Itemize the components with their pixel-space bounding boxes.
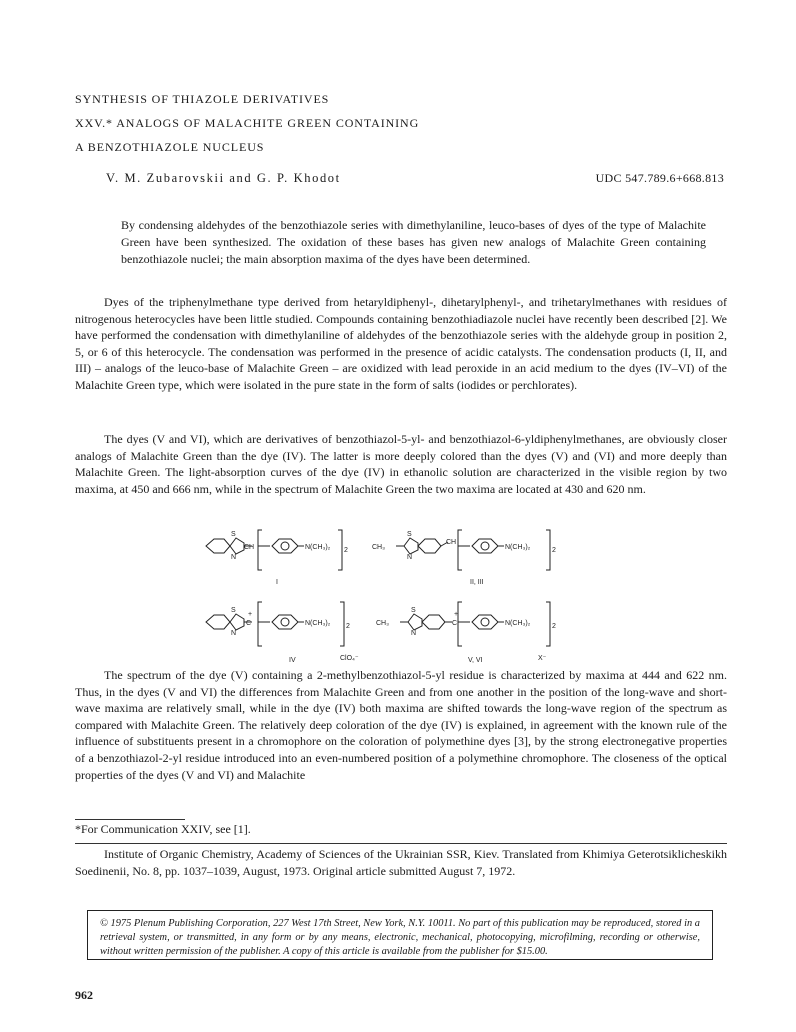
label-V-VI: V, VI	[468, 657, 483, 664]
subscript-II-III: 2	[552, 547, 556, 554]
group-NMe2-V-VI: N(CH₃)₂	[505, 620, 531, 627]
subscript-V-VI: 2	[552, 623, 556, 630]
copyright-box	[87, 910, 713, 960]
atom-N-I: N	[231, 554, 237, 561]
label-II-III: II, III	[470, 579, 484, 586]
affiliation: Institute of Organic Chemistry, Academy of Sciences of the Ukrainian SSR, Kiev. Translated from Khimiya Geterotsiklicheskikh Soedinenii, No. 8, pp. 1037–1039, August, 1973. Original article submitted August 7, 1972.	[75, 847, 727, 878]
body-paragraph-3: The spectrum of the dye (V) containing a 2-methylbenzothiazol-5-yl residue is characterized by maxima at 444 and 622 nm. Thus, in the dyes (V and VI) the differences from Malachite Green and from one another in the position of the long-wave and short-wave maxima are relatively small, while in the dye (IV) both maxima are shifted towards the long-wave region of the spectrum as compared with Malachite Green. The relatively deep coloration of the dye (IV) is explained, in agreement with the known rule of the influence of substituents present in a chromophore on the coloration of polymethine dyes [3], by the strong electronegative properties of a benzothiazol-2-yl residue introduced into an even-numbered position of a polymethine chromophore. The closeness of the optical properties of the dyes (V and VI) and Malachite	[75, 668, 727, 782]
udc-code: UDC 547.789.6+668.813	[595, 171, 724, 185]
atom-S-IV: S	[231, 607, 236, 614]
title-line-1: SYNTHESIS OF THIAZOLE DERIVATIVES	[75, 92, 330, 106]
affiliation-rule	[75, 843, 727, 844]
footnote-rule	[75, 819, 185, 820]
group-CH3-II-III: CH₃	[372, 544, 385, 551]
atom-S-I: S	[231, 531, 236, 538]
page-number: 962	[75, 988, 93, 1002]
authors: V. M. Zubarovskii and G. P. Khodot	[106, 171, 341, 185]
abstract: By condensing aldehydes of the benzothiazole series with dimethylaniline, leuco-bases of dyes of the type of Malachite Green have been synthesized. The oxidation of these bases has given new analogs of Malachite Green containing benzothiazole nuclei; the main absorption maxima of the dyes have been determined.	[121, 218, 706, 266]
body-paragraph-1: Dyes of the triphenylmethane type derived from hetaryldiphenyl-, dihetarylphenyl-, and trihetarylmethanes with residues of nitrogenous heterocycles have been little studied. Compounds containing benzothiadiazole nuclei have recently been described [2]. We have performed the condensation with dimethylaniline of aldehydes of the benzothiazole series with the aldehyde group in position 2, 5, or 6 of this heterocycle. The condensation was performed in the presence of acidic catalysts. The condensation products (I, II, and III) – analogs of the leuco-base of Malachite Green – are oxidized with lead peroxide in an acid medium to the dyes (IV–VI) of the Malachite Green type, which were isolated in the pure state in the form of salts (iodides or perchlorates).	[75, 295, 727, 392]
label-IV: IV	[289, 657, 296, 664]
atom-S-II-III: S	[407, 531, 412, 538]
group-NMe2-I: N(CH₃)₂	[305, 544, 331, 551]
group-C-V-VI: C	[452, 620, 458, 627]
charge-IV: +	[248, 611, 253, 618]
body-paragraph-2: The dyes (V and VI), which are derivatives of benzothiazol-5-yl- and benzothiazol-6-yldiphenylmethanes, are obviously closer analogs of Malachite Green than the dye (IV). The latter is more deeply colored than the dyes (V) and (VI) and more deeply than Malachite Green. The light-absorption curves of the dye (IV) in ethanolic solution are characterized in the visible region by two maxima, at 450 and 666 nm, while in the spectrum of Malachite Green the two maxima are located at 430 and 620 nm.	[75, 432, 727, 496]
footnote: *For Communication XXIV, see [1].	[75, 822, 251, 836]
atom-N-IV: N	[231, 630, 237, 637]
group-CH-I: CH	[244, 544, 255, 551]
charge-V-VI: +	[454, 611, 459, 618]
title-line-3: A BENZOTHIAZOLE NUCLEUS	[75, 140, 265, 154]
title-line-2: XXV.* ANALOGS OF MALACHITE GREEN CONTAINING	[75, 116, 420, 130]
copyright-text: © 1975 Plenum Publishing Corporation, 227 West 17th Street, New York, N.Y. 10011. No part of this publication may be reproduced, stored in a retrieval system, or transmitted, in any form or by any means, electronic, mechanical, photocopying, microfilming, recording or otherwise, without written permission of the publisher. A copy of this article is available from the publisher for $15.00.	[100, 918, 700, 957]
group-NMe2-IV: N(CH₃)₂	[305, 620, 331, 627]
group-CH-II-III: CH	[446, 539, 457, 546]
group-C-IV: C	[246, 620, 252, 627]
label-I: I	[276, 579, 278, 586]
subscript-I: 2	[344, 547, 348, 554]
atom-N-II-III: N	[407, 554, 413, 561]
group-NMe2-II-III: N(CH₃)₂	[505, 544, 531, 551]
atom-S-V-VI: S	[411, 607, 416, 614]
atom-N-V-VI: N	[411, 630, 417, 637]
anion-IV: ClO₄⁻	[340, 655, 359, 662]
group-CH3-V-VI: CH₃	[376, 620, 389, 627]
chemical-structures	[200, 522, 620, 666]
subscript-IV: 2	[346, 623, 350, 630]
anion-V-VI: X⁻	[538, 655, 547, 662]
